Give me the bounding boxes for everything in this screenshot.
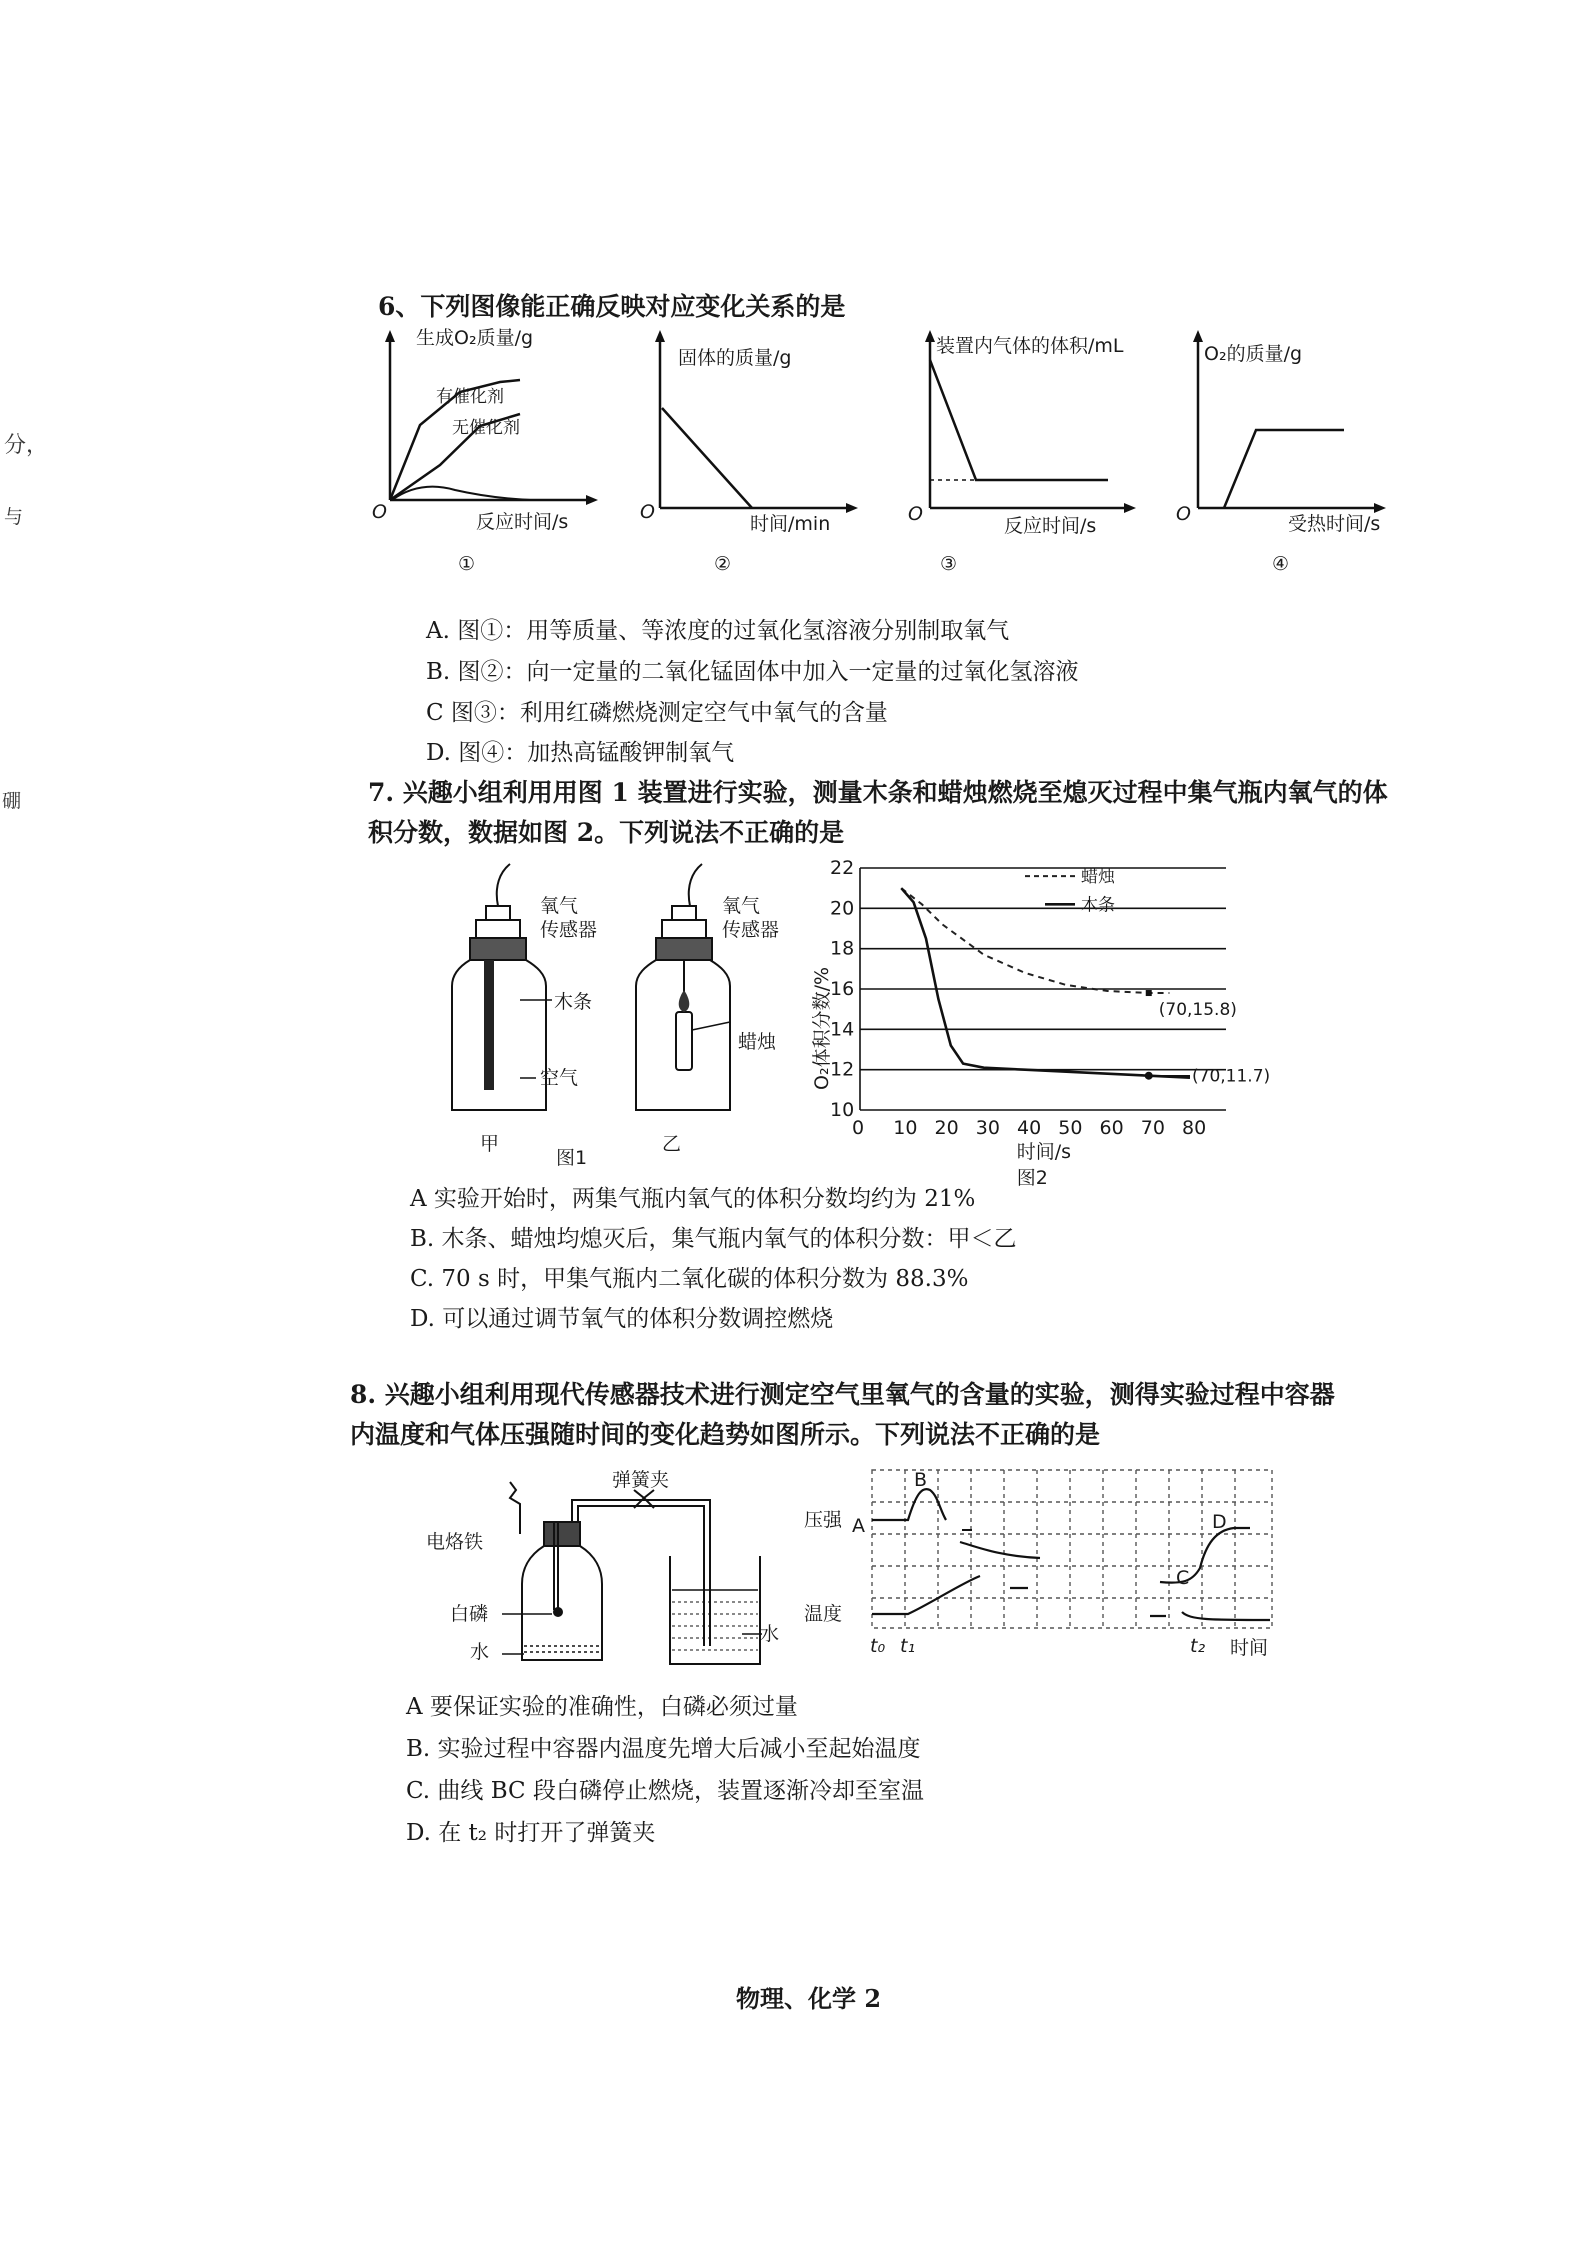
q7-option-b: B. 木条、蜡烛均熄灭后，集气瓶内氧气的体积分数：甲＜乙 bbox=[410, 1226, 1017, 1252]
air-label: 空气 bbox=[540, 1067, 579, 1089]
jar2-sensor-label2: 传感器 bbox=[722, 919, 780, 941]
phosphorus-label: 白磷 bbox=[450, 1603, 489, 1625]
edge-fragment: 硼 bbox=[2, 790, 22, 812]
q7-stem-line2: 积分数，数据如图 2。下列说法不正确的是 bbox=[368, 818, 845, 847]
jar2-sensor-label: 氧气 bbox=[722, 895, 761, 917]
q6-option-a: A. 图①：用等质量、等浓度的过氧化氢溶液分别制取氧气 bbox=[426, 618, 1010, 644]
jar1-label: 甲 bbox=[480, 1133, 500, 1155]
graph1-curve2-label: 无催化剂 bbox=[452, 418, 520, 438]
water-left-label: 水 bbox=[470, 1641, 490, 1663]
graph3-number: ③ bbox=[940, 553, 958, 575]
q8-option-c: C. 曲线 BC 段白磷停止燃烧，装置逐渐冷却至室温 bbox=[406, 1778, 924, 1804]
x-tick-label: 30 bbox=[975, 1117, 1000, 1139]
x-tick-label: 40 bbox=[1017, 1117, 1042, 1139]
figure2-caption: 图2 bbox=[1016, 1167, 1048, 1189]
graph2-xlabel: 时间/min bbox=[750, 513, 831, 535]
chart-xlabel: 时间/s bbox=[1016, 1141, 1072, 1163]
temperature-label: 温度 bbox=[804, 1603, 843, 1625]
figure1-caption: 图1 bbox=[556, 1147, 588, 1169]
graph2-ylabel: 固体的质量/g bbox=[678, 347, 792, 369]
graph4-ylabel: O₂的质量/g bbox=[1204, 343, 1303, 365]
legend-candle-label: 蜡烛 bbox=[1081, 867, 1115, 888]
q8-option-b: B. 实验过程中容器内温度先增大后减小至起始温度 bbox=[406, 1736, 921, 1762]
x-tick-label: 10 bbox=[893, 1117, 918, 1139]
candle-label: 蜡烛 bbox=[738, 1031, 777, 1053]
x-tick-label: 70 bbox=[1140, 1117, 1165, 1139]
graph4-xlabel: 受热时间/s bbox=[1288, 513, 1381, 535]
graph1-number: ① bbox=[458, 553, 476, 575]
t2-label: t₂ bbox=[1190, 1635, 1206, 1657]
y-tick-label: 10 bbox=[830, 1099, 855, 1121]
chart-ylabel: O₂体积分数/% bbox=[811, 966, 833, 1090]
q8-pt-diagram bbox=[804, 1464, 1290, 1684]
annotation-candle: (70,15.8) bbox=[1158, 1000, 1237, 1021]
x-tick-label: 80 bbox=[1182, 1117, 1207, 1139]
y-tick-label: 20 bbox=[830, 897, 855, 920]
x-tick-label: 20 bbox=[934, 1117, 959, 1139]
graph2-number: ② bbox=[714, 553, 732, 575]
page-footer: 物理、化学 2 bbox=[736, 1984, 882, 2013]
x-tick-label: 0 bbox=[852, 1117, 865, 1139]
graph1-origin: O bbox=[372, 501, 387, 523]
q8-option-d: D. 在 t₂ 时打开了弹簧夹 bbox=[406, 1820, 656, 1846]
edge-fragment: 分， bbox=[4, 433, 49, 458]
q7-stem-line1: 7. 兴趣小组利用用图 1 装置进行实验，测量木条和蜡烛燃烧至熄灭过程中集气瓶内氧气的体 bbox=[368, 778, 1388, 807]
point-c: C bbox=[1176, 1567, 1190, 1589]
y-tick-label: 22 bbox=[830, 857, 855, 879]
edge-fragment: 与 bbox=[4, 506, 24, 528]
candle-end-marker bbox=[1146, 990, 1152, 996]
water-right-label: 水 bbox=[760, 1623, 780, 1645]
q6-option-d: D. 图④：加热高锰酸钾制氧气 bbox=[426, 740, 735, 766]
t1-label: t₁ bbox=[900, 1635, 916, 1657]
t0-label: t₀ bbox=[870, 1635, 886, 1657]
point-b: B bbox=[914, 1469, 928, 1491]
clamp-label: 弹簧夹 bbox=[612, 1469, 670, 1491]
q6-stem: 6、下列图像能正确反映对应变化关系的是 bbox=[378, 292, 846, 321]
x-tick-label: 60 bbox=[1099, 1117, 1124, 1139]
q6-graph-3 bbox=[908, 330, 1148, 580]
legend-wood-label: 木条 bbox=[1081, 895, 1115, 916]
time-label: 时间 bbox=[1230, 1637, 1269, 1659]
q7-figure1 bbox=[440, 862, 820, 1172]
graph3-origin: O bbox=[908, 503, 923, 525]
jar1-sensor-label: 氧气 bbox=[540, 895, 579, 917]
pressure-label: 压强 bbox=[804, 1509, 843, 1531]
graph3-xlabel: 反应时间/s bbox=[1004, 515, 1097, 537]
x-tick-label: 50 bbox=[1058, 1117, 1083, 1139]
q7-option-c: C. 70 s 时，甲集气瓶内二氧化碳的体积分数为 88.3% bbox=[410, 1266, 969, 1292]
point-a: A bbox=[852, 1515, 865, 1537]
point-d: D bbox=[1212, 1511, 1227, 1533]
q7-chart bbox=[811, 856, 1271, 1189]
q6-graph-2 bbox=[640, 330, 870, 580]
y-tick-label: 18 bbox=[830, 937, 855, 960]
q8-stem-line2: 内温度和气体压强随时间的变化趋势如图所示。下列说法不正确的是 bbox=[350, 1420, 1101, 1449]
iron-label: 电烙铁 bbox=[426, 1531, 484, 1553]
graph4-number: ④ bbox=[1272, 553, 1290, 575]
jar2-label: 乙 bbox=[662, 1133, 682, 1155]
q6-graph-1 bbox=[372, 327, 610, 580]
y-tick-label: 16 bbox=[830, 978, 855, 1000]
graph1-xlabel: 反应时间/s bbox=[476, 511, 569, 533]
y-tick-label: 12 bbox=[830, 1058, 855, 1081]
q6-graph-4 bbox=[1176, 330, 1408, 580]
graph4-origin: O bbox=[1176, 503, 1191, 525]
q8-option-a: A 要保证实验的准确性，白磷必须过量 bbox=[406, 1694, 798, 1720]
q8-apparatus bbox=[420, 1460, 820, 1680]
wood-label: 木条 bbox=[554, 991, 593, 1013]
q7-option-d: D. 可以通过调节氧气的体积分数调控燃烧 bbox=[410, 1306, 834, 1332]
series-candle-line bbox=[901, 888, 1169, 993]
graph1-curve1-label: 有催化剂 bbox=[436, 387, 504, 407]
y-tick-label: 14 bbox=[830, 1018, 855, 1041]
jar1-sensor-label2: 传感器 bbox=[540, 919, 598, 941]
q8-stem-line1: 8. 兴趣小组利用现代传感器技术进行测定空气里氧气的含量的实验，测得实验过程中容器 bbox=[350, 1380, 1335, 1409]
series-wood-line bbox=[901, 888, 1190, 1077]
graph1-ylabel: 生成O₂质量/g bbox=[416, 327, 534, 349]
graph3-ylabel: 装置内气体的体积/mL bbox=[936, 335, 1124, 357]
q7-option-a: A 实验开始时，两集气瓶内氧气的体积分数均约为 21% bbox=[410, 1186, 976, 1212]
annotation-wood: (70,11.7) bbox=[1192, 1066, 1271, 1087]
q6-option-c: C 图③：利用红磷燃烧测定空气中氧气的含量 bbox=[426, 700, 888, 726]
q6-option-b: B. 图②：向一定量的二氧化锰固体中加入一定量的过氧化氢溶液 bbox=[426, 659, 1079, 685]
graph2-origin: O bbox=[640, 501, 655, 523]
